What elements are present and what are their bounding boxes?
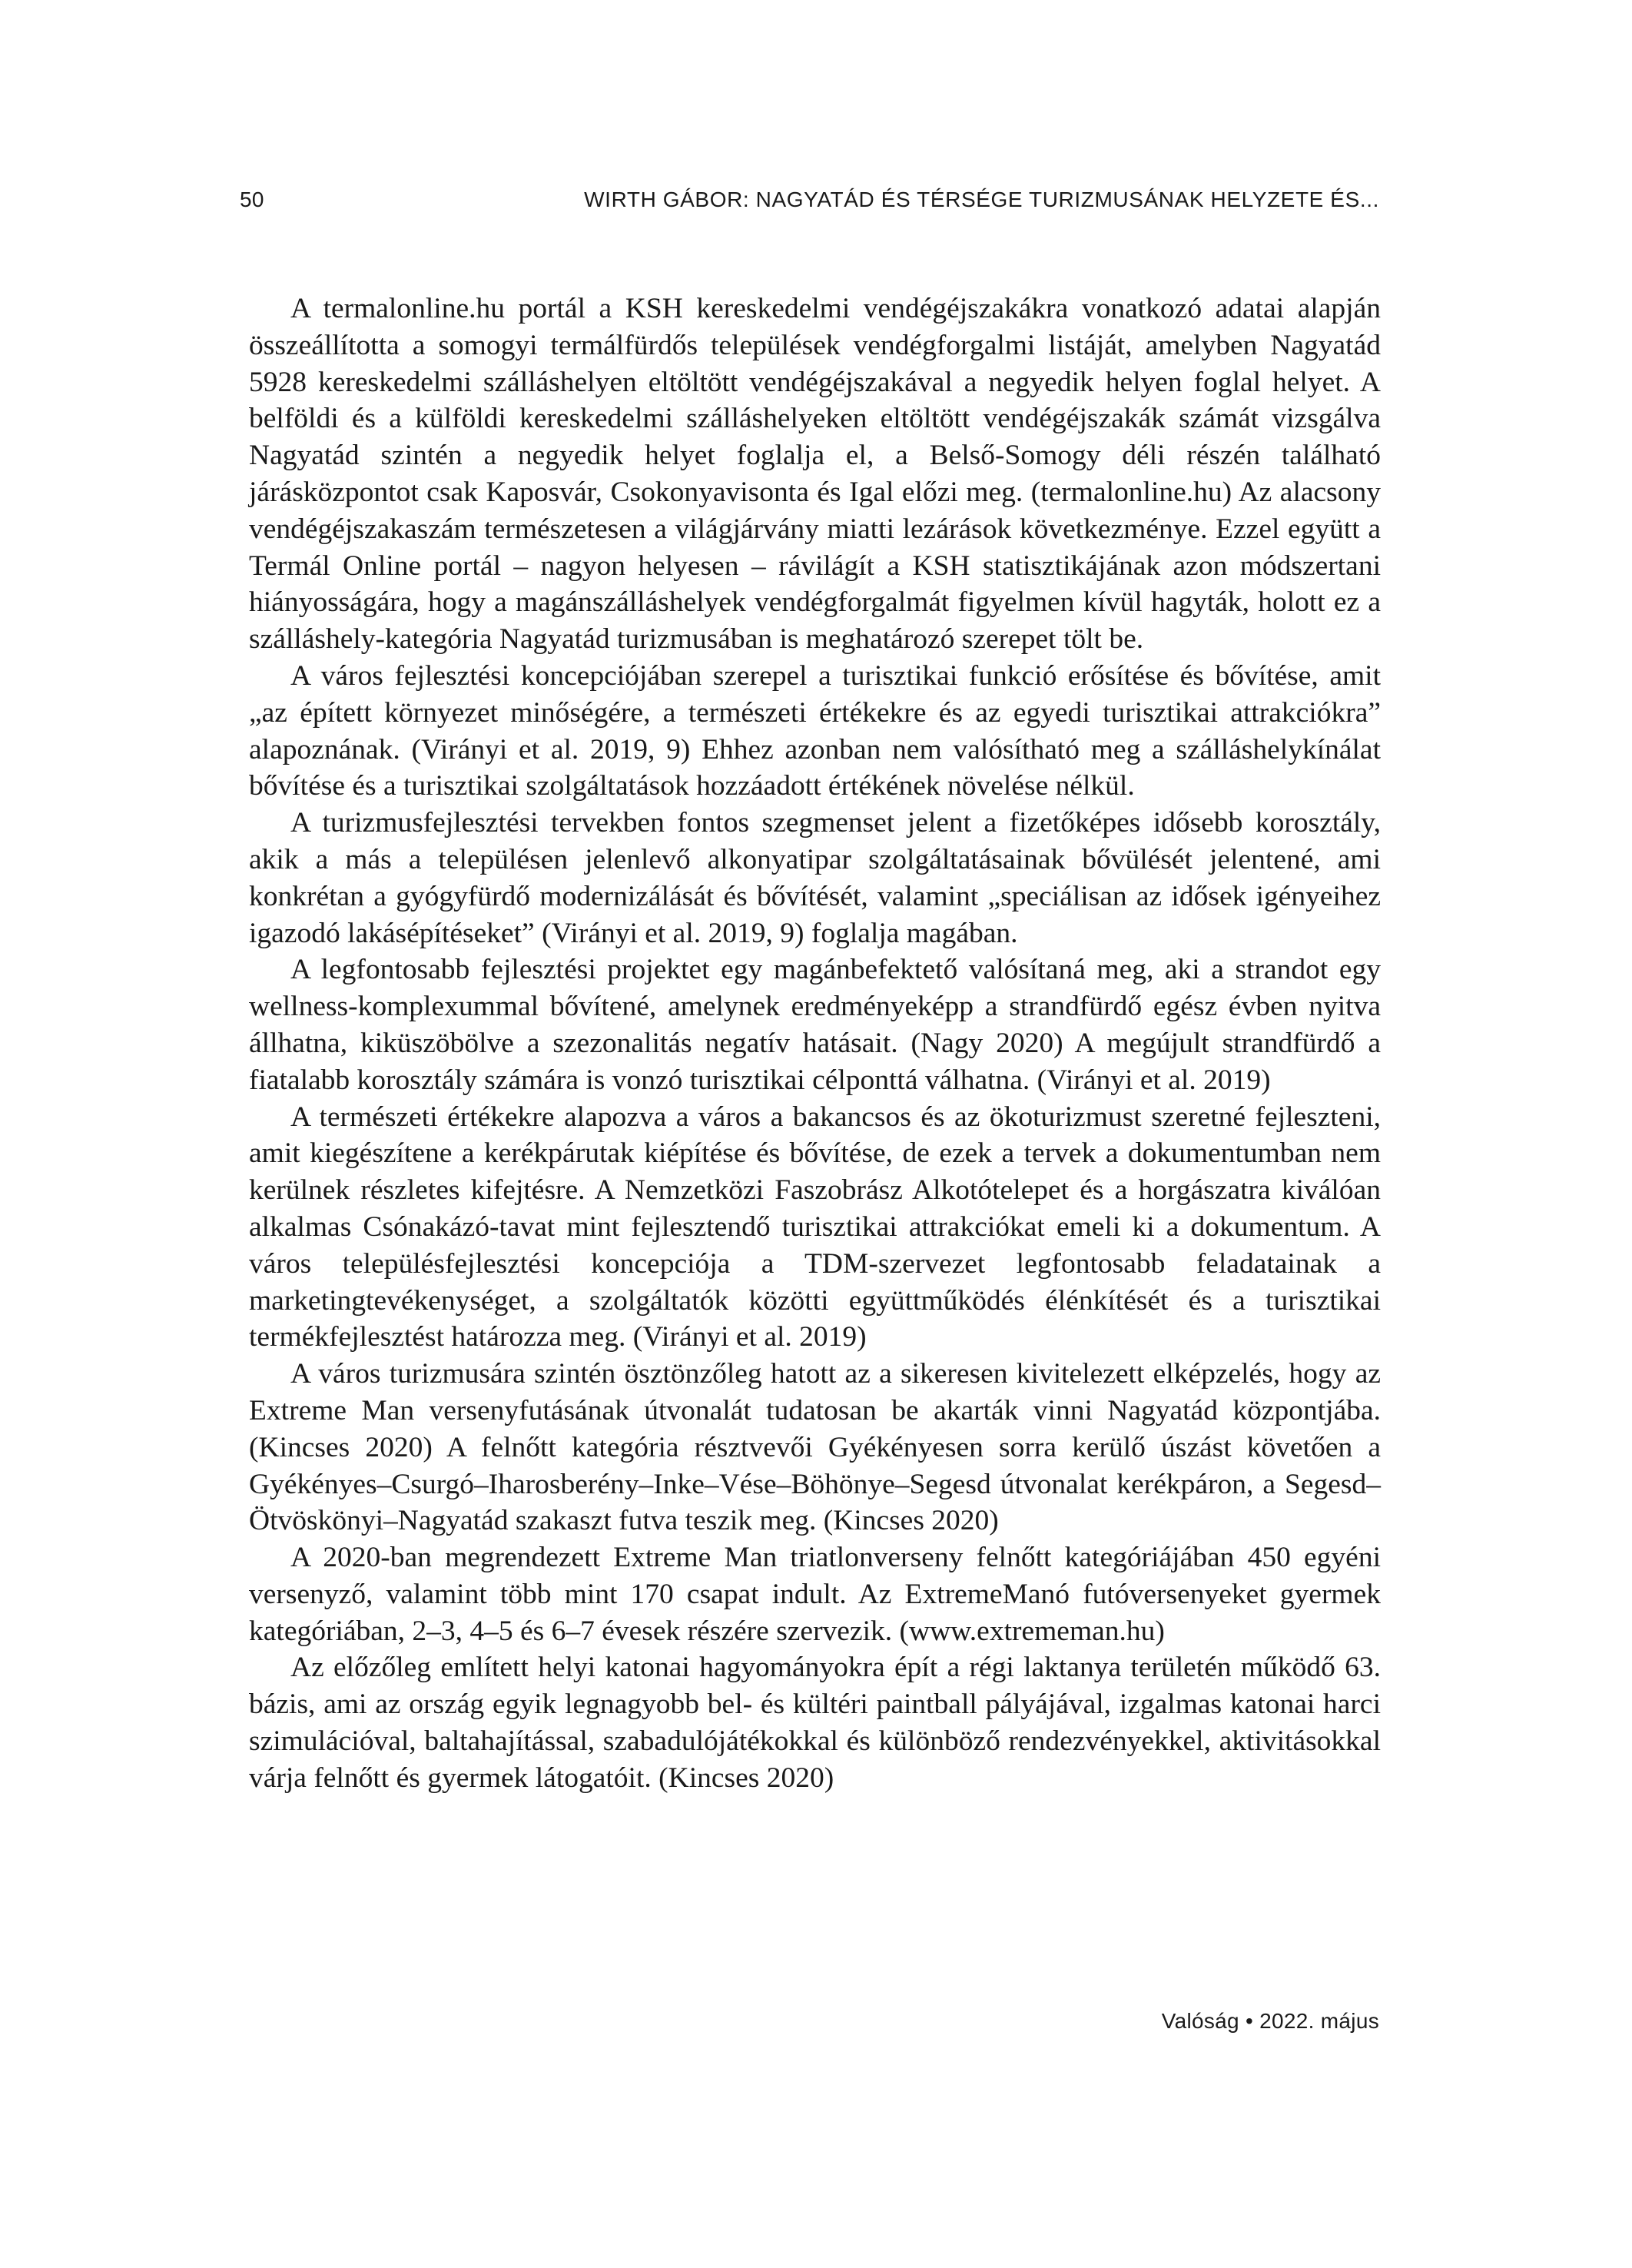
paragraph: A 2020-ban megrendezett Extreme Man triatlonverseny felnőtt kategóriájában 450 egyéni versenyző, valamint több mint 170 csapat indult. Az ExtremeManó futóversenyeket gyermek kategóriában, 2–3, 4–5 és 6–7 évesek részére szervezik. (www.extrememan.hu) — [249, 1542, 1381, 1647]
running-title: WIRTH GÁBOR: NAGYATÁD ÉS TÉRSÉGE TURIZMUSÁNAK HELYZETE ÉS... — [584, 188, 1379, 211]
paragraph: A természeti értékekre alapozva a város a bakancsos és az ökoturizmust szeretné fejleszteni, amit kiegészítene a kerékpárutak kiépítése és bővítése, de ezek a tervek a dokumentumban nem kerülnek részletes kifejtésre. A Nemzetközi Faszobrász Alkotótelepet és a horgászatra kiválóan alkalmas Csónakázó-tavat mint fejlesztendő turisztikai attrakciókat emeli ki a dokumentum. A város településfejlesztési koncepciója a TDM-szervezet legfontosabb feladatainak a marketingtevékenységet, a szolgáltatók közötti együttműködés élénkítését és a turisztikai termékfejlesztést határozza meg. (Virányi et al. 2019) — [249, 1101, 1381, 1353]
article-body — [249, 291, 1381, 1797]
paragraph: A város turizmusára szintén ösztönzőleg hatott az a sikeresen kivitelezett elképzelés, hogy az Extreme Man versenyfutásának útvonalát tudatosan be akarták vinni Nagyatád központjába. (Kincses 2020) A felnőtt kategória résztvevői Gyékényesen sorra kerülő úszást követően a Gyékényes–Csurgó–Iharosberény–Inke–Vése–Böhönye–Segesd útvonalat kerékpáron, a Segesd–Ötvöskönyi–Nagyatád szakaszt futva teszik meg. (Kincses 2020) — [249, 1358, 1381, 1537]
paragraph: Az előzőleg említett helyi katonai hagyományokra épít a régi laktanya területén működő 63. bázis, ami az ország egyik legnagyobb bel- és kültéri paintball pályájával, izgalmas katonai harci szimulációval, baltahajítással, szabadulójátékokkal és különböző rendezvényekkel, aktivitásokkal várja felnőtt és gyermek látogatóit. (Kincses 2020) — [249, 1652, 1381, 1794]
paragraph: A város fejlesztési koncepciójában szerepel a turisztikai funkció erősítése és bővítése, amit „az épített környezet minőségére, a természeti értékekre és az egyedi turisztikai attrakciókra” alapoznának. (Virányi et al. 2019, 9) Ehhez azonban nem valósítható meg a szálláshelykínálat bővítése és a turisztikai szolgáltatások hozzáadott értékének növelése nélkül. — [249, 659, 1381, 802]
paragraph: A legfontosabb fejlesztési projektet egy magánbefektető valósítaná meg, aki a strandot egy wellness-komplexummal bővítené, amelynek eredményeképp a strandfürdő egész évben nyitva állhatna, kiküszöbölve a szezonalitás negatív hatásait. (Nagy 2020) A megújult strandfürdő a fiatalabb korosztály számára is vonzó turisztikai célponttá válhatna. (Virányi et al. 2019) — [249, 954, 1381, 1096]
paragraph: A termalonline.hu portál a KSH kereskedelmi vendégéjszakákra vonatkozó adatai alapján összeállította a somogyi termálfürdős települések vendégforgalmi listáját, amelyben Nagyatád 5928 kereskedelmi szálláshelyen eltöltött vendégéjszakával a negyedik helyen foglal helyet. A belföldi és a külföldi kereskedelmi szálláshelyeken eltöltött vendégéjszakák számát vizsgálva Nagyatád szintén a negyedik helyet foglalja el, a Belső-Somogy déli részén található járásközpontot csak Kaposvár, Csokonyavisonta és Igal előzi meg. (termalonline.hu) Az alacsony vendégéjszakaszám természetesen a világjárvány miatti lezárások következménye. Ezzel együtt a Termál Online portál – nagyon helyesen – rávilágít a KSH statisztikájának azon módszertani hiányosságára, hogy a magánszálláshelyek vendégforgalmát figyelmen kívül hagyták, holott ez a szálláshely-kategória Nagyatád turizmusában is meghatározó szerepet tölt be. — [249, 293, 1381, 656]
page-number: 50 — [240, 188, 264, 211]
journal-footer: Valóság • 2022. május — [1161, 2009, 1379, 2033]
paragraph: A turizmusfejlesztési tervekben fontos szegmenset jelent a fizetőképes idősebb korosztály, akik a más a településen jelenlevő alkonyatipar szolgáltatásainak bővülését jelentené, ami konkrétan a gyógyfürdő modernizálását és bővítését, valamint „speciálisan az idősek igényeihez igazodó lakásépítéseket” (Virányi et al. 2019, 9) foglalja magában. — [249, 807, 1381, 949]
